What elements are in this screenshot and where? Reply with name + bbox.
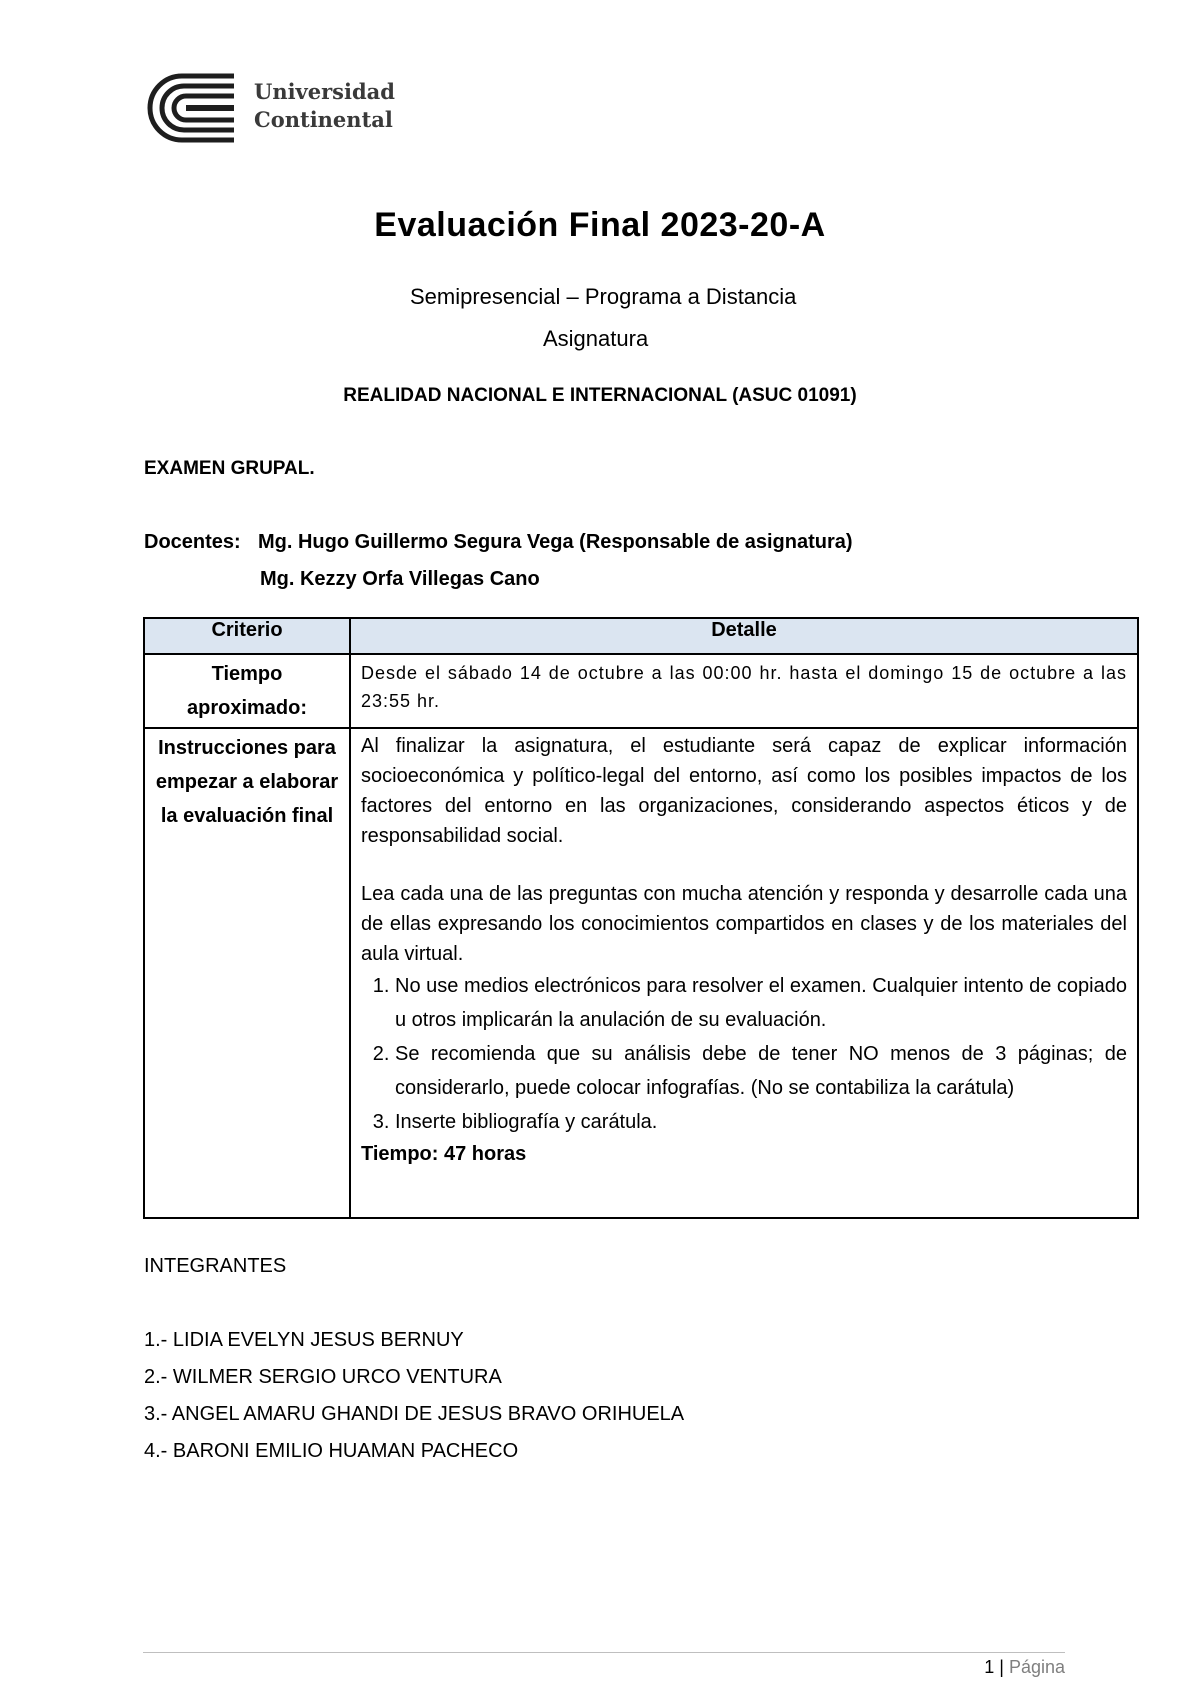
page-footer	[984, 1657, 1065, 1678]
instructions-list	[361, 969, 1127, 1139]
page-number: 1	[984, 1657, 995, 1677]
footer-divider	[143, 1652, 1065, 1653]
logo-line-2: Continental	[254, 107, 393, 132]
logo-text	[254, 78, 395, 134]
criterion-time: Tiempo aproximado:	[144, 654, 350, 728]
list-item: 1. No use medios electrónicos para resolver el examen. Cualquier intento de copiado u otros implicarán la anulación de su evaluación.	[395, 969, 1127, 1037]
page-label: Página	[1008, 1657, 1065, 1677]
document-title: Evaluación Final 2023-20-A	[374, 206, 826, 244]
subject-label: Asignatura	[543, 326, 649, 351]
criteria-table	[143, 617, 1139, 1219]
detail-time: Desde el sábado 14 de octubre a las 00:00 hr. hasta el domingo 15 de octubre a las 23:55 hr.	[350, 654, 1138, 728]
table-row	[144, 728, 1138, 1218]
list-item: 1.- LIDIA EVELYN JESUS BERNUY	[144, 1329, 464, 1351]
logo-line-1: Universidad	[254, 79, 395, 104]
teacher-1: Mg. Hugo Guillermo Segura Vega (Responsable de asignatura)	[258, 531, 853, 553]
header-detalle: Detalle	[350, 618, 1138, 654]
instructions-paragraph-2: Lea cada una de las preguntas con mucha atención y responda y desarrolle cada una de ellas expresando los conocimientos compartidos en clases y de los materiales del aula virtual.	[361, 883, 1127, 965]
detail-instructions	[350, 728, 1138, 1218]
teacher-2: Mg. Kezzy Orfa Villegas Cano	[260, 568, 540, 590]
course-name: REALIDAD NACIONAL E INTERNACIONAL (ASUC 01091)	[343, 385, 857, 406]
members-title: INTEGRANTES	[144, 1255, 287, 1277]
exam-type: EXAMEN GRUPAL.	[144, 458, 315, 479]
header-criterio: Criterio	[144, 618, 350, 654]
university-logo	[146, 72, 406, 144]
university-logo-icon	[146, 72, 246, 144]
modality-subtitle: Semipresencial – Programa a Distancia	[410, 284, 797, 309]
page-separator: |	[999, 1657, 1004, 1677]
list-item: 4.- BARONI EMILIO HUAMAN PACHECO	[144, 1440, 519, 1462]
table-row	[144, 654, 1138, 728]
list-item: 3.- ANGEL AMARU GHANDI DE JESUS BRAVO ORIHUELA	[144, 1403, 685, 1425]
teachers-label: Docentes:	[144, 531, 241, 553]
list-item: 3. Inserte bibliografía y carátula.	[395, 1105, 1127, 1139]
instructions-paragraph-1: Al finalizar la asignatura, el estudiante será capaz de explicar información socioeconómica y político-legal del entorno, así como los posibles impactos de los factores del entorno en las organizaciones, considerando aspectos éticos y de responsabilidad social.	[361, 735, 1127, 847]
list-item: 2.- WILMER SERGIO URCO VENTURA	[144, 1366, 502, 1388]
exam-duration: Tiempo: 47 horas	[361, 1143, 527, 1165]
table-header-row	[144, 618, 1138, 654]
list-item: 2. Se recomienda que su análisis debe de tener NO menos de 3 páginas; de considerarlo, puede colocar infografías. (No se contabiliza la carátula)	[395, 1037, 1127, 1105]
members-list	[144, 1322, 684, 1470]
criterion-instructions: Instrucciones para empezar a elaborar la evaluación final	[144, 728, 350, 1218]
